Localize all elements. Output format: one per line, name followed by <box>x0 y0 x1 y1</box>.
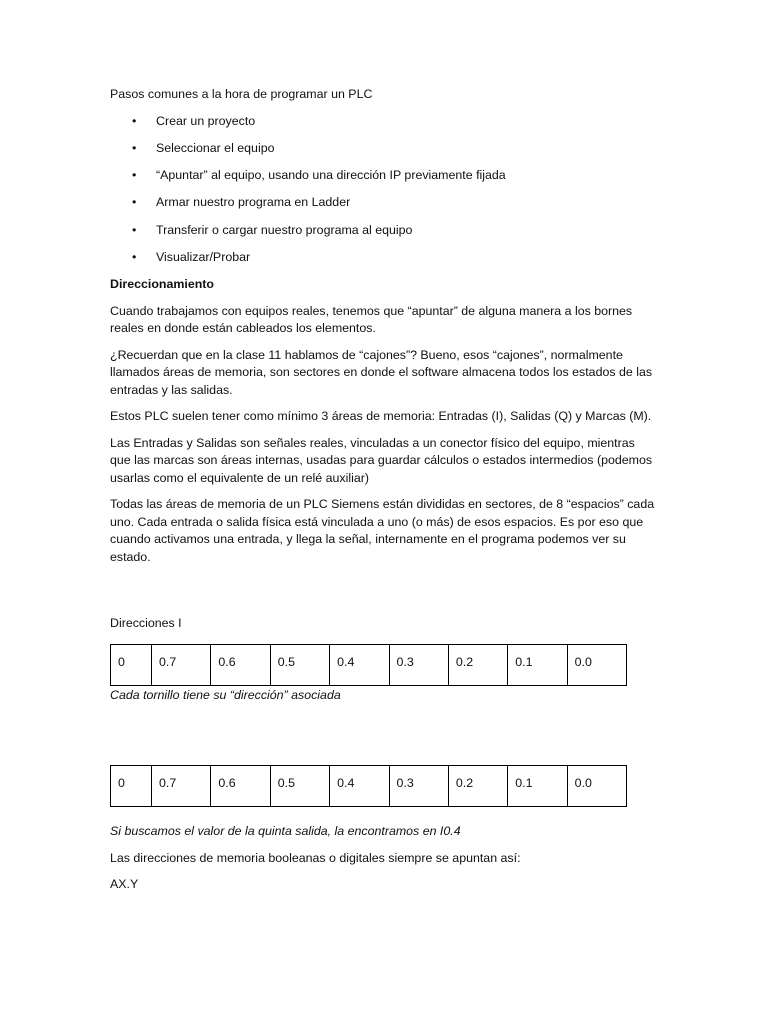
table-cell: 0.3 <box>389 644 448 685</box>
table1-caption: Cada tornillo tiene su “dirección” asociada <box>110 687 341 702</box>
table-cell: 0.7 <box>152 766 211 807</box>
table-cell: 0 <box>111 766 152 807</box>
table-cell: 0.1 <box>508 644 567 685</box>
steps-list <box>110 113 658 267</box>
list-item-text: Transferir o cargar nuestro programa al equipo <box>156 222 413 237</box>
list-item <box>110 222 658 240</box>
table1-label: Direcciones I <box>110 616 182 631</box>
closing-text: Las direcciones de memoria booleanas o digitales siempre se apuntan así: <box>110 850 521 865</box>
list-item <box>110 113 658 131</box>
table-cell: 0.6 <box>211 766 270 807</box>
address-format: AX.Y <box>110 877 139 892</box>
table-cell: 0.2 <box>448 766 507 807</box>
paragraph: Las Entradas y Salidas son señales reales, vinculadas a un conector físico del equipo, mientras que las marcas son áreas internas, usadas para guardar cálculos o estados intermedios (podemos usarlas como el equivalente de un relé auxiliar) <box>110 435 653 485</box>
list-item-text: Armar nuestro programa en Ladder <box>156 195 351 210</box>
list-item <box>110 167 658 185</box>
paragraph: Estos PLC suelen tener como mínimo 3 áreas de memoria: Entradas (I), Salidas (Q) y Marcas (M). <box>110 409 652 424</box>
list-item <box>110 249 658 267</box>
table-cell: 0.4 <box>330 644 389 685</box>
table-cell: 0.3 <box>389 766 448 807</box>
paragraph: Todas las áreas de memoria de un PLC Siemens están divididas en sectores, de 8 “espacios” cada uno. Cada entrada o salida física está vinculada a uno (o más) de esos espacios. Es por eso que cuando activamos una entrada, y llega la señal, internamente en el programa podemos ver su estado. <box>110 497 655 564</box>
section-heading: Direccionamiento <box>110 277 214 292</box>
list-item-text: Visualizar/Probar <box>156 249 251 264</box>
list-item-text: “Apuntar” al equipo, usando una dirección IP previamente fijada <box>156 168 506 183</box>
paragraph: Cuando trabajamos con equipos reales, tenemos que “apuntar” de alguna manera a los bornes reales en donde están cableados los elementos. <box>110 303 633 336</box>
table-row <box>111 766 627 807</box>
table-cell: 0.1 <box>508 766 567 807</box>
table-cell: 0.2 <box>448 644 507 685</box>
table-row <box>111 644 627 685</box>
table-cell: 0.0 <box>567 766 626 807</box>
bullet-icon: • <box>132 140 137 155</box>
bullet-icon: • <box>132 249 137 264</box>
table-cell: 0.4 <box>330 766 389 807</box>
paragraph: ¿Recuerdan que en la clase 11 hablamos de “cajones”? Bueno, esos “cajones”, normalmente llamados áreas de memoria, son sectores en donde el software almacena todos los estados de las entradas y las salidas. <box>110 347 653 397</box>
bullet-icon: • <box>132 195 137 210</box>
table-cell: 0 <box>111 644 152 685</box>
table-cell: 0.5 <box>270 766 329 807</box>
list-item-text: Crear un proyecto <box>156 113 256 128</box>
bullet-icon: • <box>132 168 137 183</box>
table-cell: 0.6 <box>211 644 270 685</box>
document-page <box>110 86 658 903</box>
address-table-2 <box>110 765 627 807</box>
bullet-icon: • <box>132 222 137 237</box>
spacer <box>110 575 658 615</box>
list-item <box>110 140 658 158</box>
bullet-icon: • <box>132 113 137 128</box>
address-table-1 <box>110 644 627 686</box>
table2-caption: Si buscamos el valor de la quinta salida, la encontramos en I0.4 <box>110 824 461 839</box>
table-cell: 0.0 <box>567 644 626 685</box>
table-cell: 0.5 <box>270 644 329 685</box>
spacer <box>110 713 658 765</box>
list-item-text: Seleccionar el equipo <box>156 140 275 155</box>
table-cell: 0.7 <box>152 644 211 685</box>
list-item <box>110 194 658 212</box>
intro-text: Pasos comunes a la hora de programar un PLC <box>110 87 373 101</box>
